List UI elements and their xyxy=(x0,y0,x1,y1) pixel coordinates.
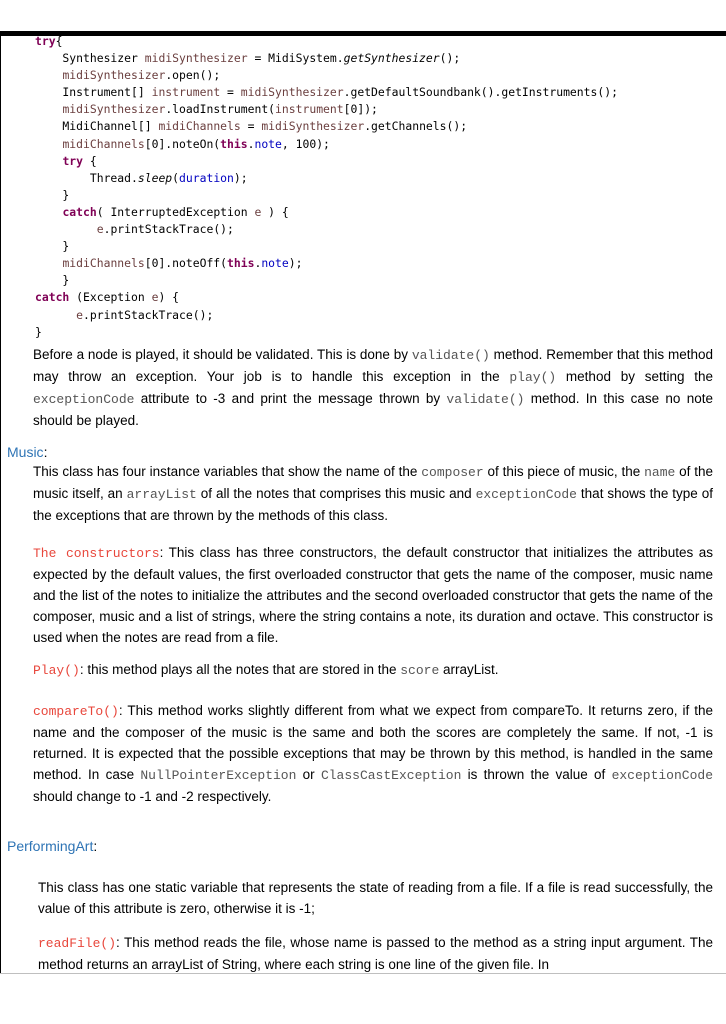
left-border xyxy=(0,36,1,974)
code-line: } xyxy=(35,324,42,339)
readfile-paragraph: readFile(): This method reads the file, whose name is passed to the method as a string input argument. The method returns an arrayList of String, where each string is one line of the given file. In xyxy=(38,935,713,972)
code-line: Synthesizer midiSynthesizer = MidiSystem.getSynthesizer(); xyxy=(35,51,461,66)
code-line: e.printStackTrace(); xyxy=(96,222,234,237)
code-line: midiChannels[0].noteOn(this.note, 100); xyxy=(62,136,330,151)
code-line: try { xyxy=(62,153,97,168)
compareto-paragraph: compareTo(): This method works slightly different from what we expect from compareTo. It returns zero, if the name and the composer of the music is the same and both the scores are completely the same. If not, -1 is returned. It is expected that the possible exceptions that may be thrown by this method, is handled in the same method. In case NullPointerException or ClassCastException is thrown the value of exceptionCode should change to -1 and -2 respectively. xyxy=(33,703,713,804)
code-line: } xyxy=(35,239,70,254)
validate-paragraph: Before a node is played, it should be validated. This is done by validate() method. Remember that this method may throw an exception. Your job is to handle this exception in the play() method by setting the exceptionCode attribute to -3 and print the message thrown by validate() method. In this case no note should be played. xyxy=(33,347,713,428)
play-paragraph: Play(): this method plays all the notes that are stored in the score arrayList. xyxy=(33,662,499,678)
code-line: catch (Exception e) { xyxy=(35,290,180,305)
constructors-paragraph: The constructors: This class has three constructors, the default constructor that initializes the attributes as expected by the default values, the first overloaded constructor that gets the name of the composer, music name and the list of the notes to initialize the attributes and the second overloaded constructor that gets the name of the composer, music and a list of strings, where the string contains a note, its duration and octave. This constructor is used when the notes are read from a file. xyxy=(33,545,713,645)
code-line: catch( InterruptedException e ) { xyxy=(62,204,289,219)
music-intro: This class has four instance variables that show the name of the composer of this piece of music, the name of the music itself, an arrayList of all the notes that comprises this music and exceptionCode that shows the type of the exceptions that are thrown by the methods of this class. xyxy=(33,464,714,523)
code-line: midiSynthesizer.loadInstrument(instrument[0]); xyxy=(62,102,378,117)
code-block xyxy=(35,33,618,341)
code-line: try{ xyxy=(35,34,63,48)
code-line: midiChannels[0].noteOff(this.note); xyxy=(62,256,303,271)
code-line: midiSynthesizer.open(); xyxy=(62,68,221,83)
code-line: Instrument[] instrument = midiSynthesizer.getDefaultSoundbank().getInstruments(); xyxy=(35,85,618,100)
music-heading: Music: xyxy=(7,444,48,460)
performingart-heading: PerformingArt: xyxy=(7,838,98,854)
code-line: MidiChannel[] midiChannels = midiSynthesizer.getChannels(); xyxy=(35,119,468,134)
code-line: } xyxy=(35,273,70,288)
code-line: e.printStackTrace(); xyxy=(76,307,214,322)
code-line: } xyxy=(35,187,70,202)
code-line: Thread.sleep(duration); xyxy=(35,170,248,185)
performingart-intro: This class has one static variable that represents the state of reading from a file. If a file is read successfully, the value of this attribute is zero, otherwise it is -1; xyxy=(38,880,713,916)
